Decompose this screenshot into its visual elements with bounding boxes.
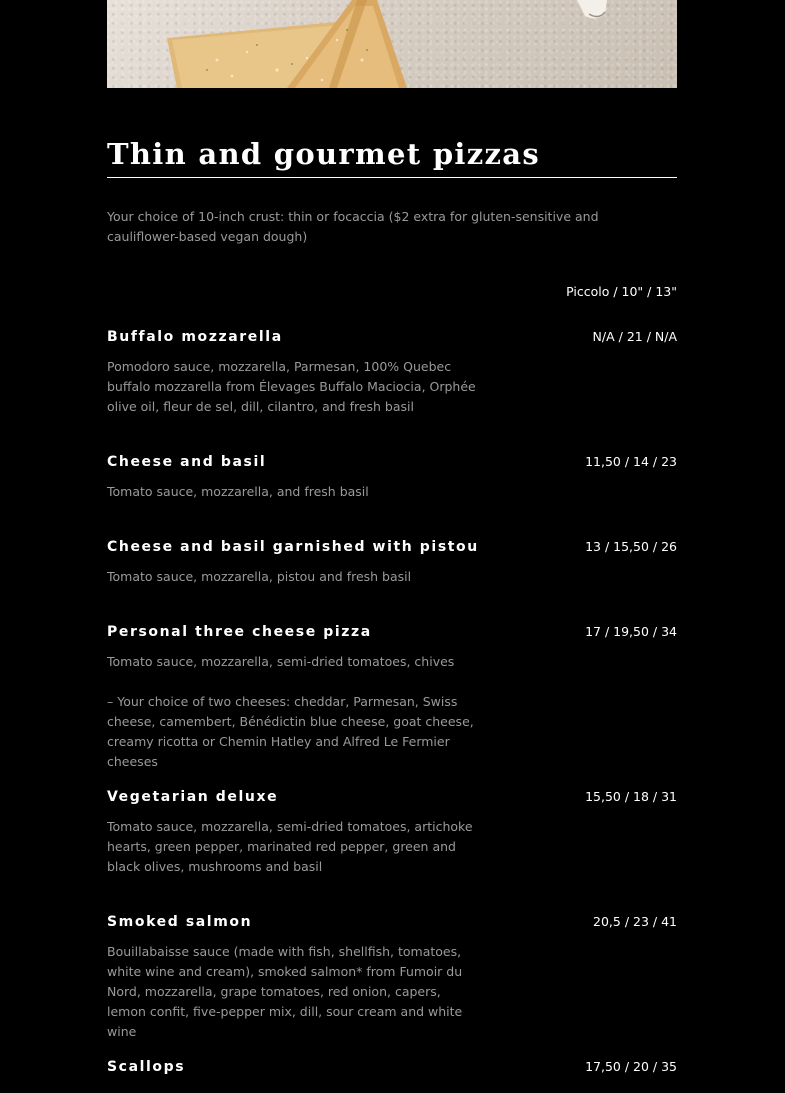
item-name: Cheese and basil (107, 454, 267, 470)
item-price: 13 / 15,50 / 26 (585, 539, 677, 554)
item-name: Vegetarian deluxe (107, 789, 279, 805)
item-extra-note: – Your choice of two cheeses: cheddar, Parmesan, Swiss cheese, camembert, Bénédictin blue cheese, goat cheese, creamy ricotta or Chemin Hatley and Alfred Le Fermier cheeses (107, 694, 474, 769)
item-price: 20,5 / 23 / 41 (593, 914, 677, 929)
item-name: Cheese and basil garnished with pistou (107, 539, 479, 555)
item-name: Smoked salmon (107, 914, 253, 930)
item-price: 15,50 / 18 / 31 (585, 789, 677, 804)
item-description: Tomato sauce, mozzarella, pistou and fresh basil (107, 569, 412, 584)
item-description: Tomato sauce, mozzarella, semi-dried tomatoes, chives (107, 654, 455, 669)
pizza-photo (107, 0, 677, 88)
size-header: Piccolo / 10" / 13" (566, 284, 677, 299)
item-name: Buffalo mozzarella (107, 329, 283, 345)
item-description: Bouillabaisse sauce (made with fish, shellfish, tomatoes, white wine and cream), smoked salmon* from Fumoir du Nord, mozzarella, grape tomatoes, red onion, capers, lemon confit, five-pepper mix, dill, sour cream and white wine (107, 944, 463, 1039)
section-intro: Your choice of 10-inch crust: thin or focaccia ($2 extra for gluten-sensitive and cauliflower-based vegan dough) (107, 209, 599, 244)
item-price: 11,50 / 14 / 23 (585, 454, 677, 469)
item-description: Tomato sauce, mozzarella, semi-dried tomatoes, artichoke hearts, green pepper, marinated red pepper, green and black olives, mushrooms and basil (107, 819, 473, 874)
item-description: Tomato sauce, mozzarella, and fresh basil (107, 484, 369, 499)
section-title: Thin and gourmet pizzas (107, 137, 540, 171)
title-divider (107, 177, 677, 178)
focaccia-slices-image (107, 0, 677, 88)
item-description: Pomodoro sauce, mozzarella, Parmesan, 100% Quebec buffalo mozzarella from Élevages Buffalo Maciocia, Orphée olive oil, fleur de sel, dill, cilantro, and fresh basil (107, 359, 476, 414)
item-price: 17 / 19,50 / 34 (585, 624, 677, 639)
item-name: Personal three cheese pizza (107, 624, 372, 640)
item-name: Scallops (107, 1059, 186, 1075)
item-price: 17,50 / 20 / 35 (585, 1059, 677, 1074)
item-price: N/A / 21 / N/A (592, 329, 677, 344)
